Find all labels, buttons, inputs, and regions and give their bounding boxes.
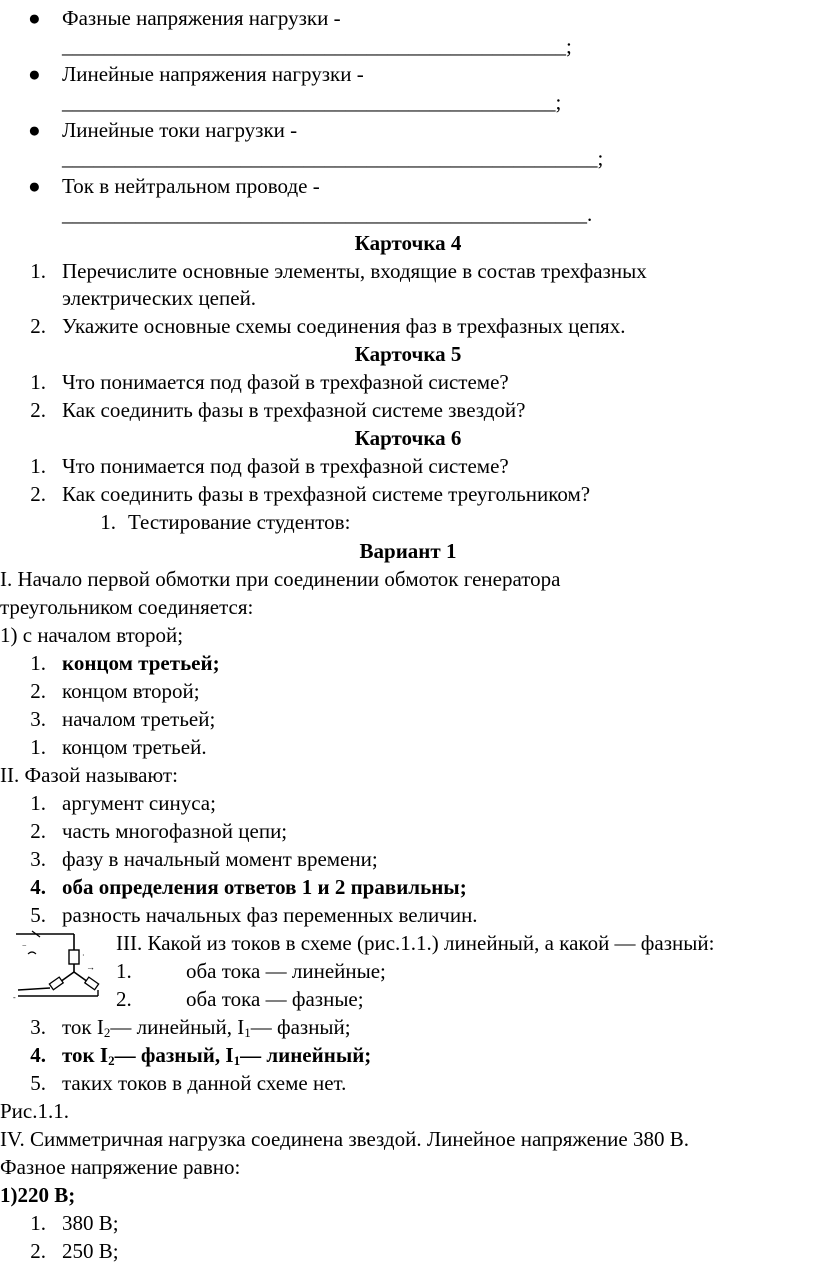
answer-option: таких токов в данной схеме нет. bbox=[62, 1071, 347, 1095]
bullet-text: Фазные напряжения нагрузки - bbox=[62, 6, 341, 30]
question-text: Перечислите основные элементы, входящие в состав трехфазных bbox=[62, 259, 647, 283]
answer-option: 1)220 В; bbox=[0, 1183, 76, 1207]
question-text: II. Фазой называют: bbox=[0, 763, 178, 787]
svg-text:−: − bbox=[22, 941, 27, 950]
question-text: IV. Симметричная нагрузка соединена звездой. Линейное напряжение 380 В. bbox=[0, 1127, 689, 1151]
list-number: 2. bbox=[30, 679, 46, 703]
answer-option: концом второй; bbox=[62, 679, 200, 703]
answer-blank: ________________________________________________; bbox=[62, 34, 572, 58]
bullet-icon: ● bbox=[28, 118, 41, 142]
bullet-text: Ток в нейтральном проводе - bbox=[62, 174, 320, 198]
bullet-text: Линейные токи нагрузки - bbox=[62, 118, 298, 142]
list-number: 4. bbox=[30, 1043, 46, 1067]
answer-option: концом третьей. bbox=[62, 735, 207, 759]
list-number: 2. bbox=[30, 482, 46, 506]
question-text: Что понимается под фазой в трехфазной системе? bbox=[62, 454, 509, 478]
list-number: 3. bbox=[30, 707, 46, 731]
list-number: 1. bbox=[30, 1211, 46, 1235]
list-number: 1. bbox=[30, 259, 46, 283]
answer-blank: _______________________________________________; bbox=[62, 90, 562, 114]
list-number: 2. bbox=[30, 398, 46, 422]
question-text: треугольником соединяется: bbox=[0, 595, 254, 619]
question-text: III. Какой из токов в схеме (рис.1.1.) линейный, а какой — фазный: bbox=[116, 931, 715, 955]
card-title: Карточка 4 bbox=[354, 231, 462, 255]
bullet-icon: ● bbox=[28, 62, 41, 86]
list-number: 4. bbox=[30, 875, 46, 899]
answer-option: разность начальных фаз переменных величин. bbox=[62, 903, 478, 927]
question-text: Как соединить фазы в трехфазной системе треугольником? bbox=[62, 482, 591, 506]
svg-text:→: → bbox=[86, 962, 95, 972]
list-number: 5. bbox=[30, 903, 46, 927]
card-title: Карточка 6 bbox=[354, 426, 462, 450]
question-text: Укажите основные схемы соединения фаз в трехфазных цепях. bbox=[62, 314, 626, 338]
list-number: 1. bbox=[30, 651, 46, 675]
list-number: 1. bbox=[30, 370, 46, 394]
question-text: Как соединить фазы в трехфазной системе звездой? bbox=[62, 398, 526, 422]
answer-option: оба тока — линейные; bbox=[186, 959, 386, 983]
list-number: 2. bbox=[30, 819, 46, 843]
answer-option: концом третьей; bbox=[62, 651, 220, 675]
list-number: 1. bbox=[116, 959, 132, 983]
list-number: 1. bbox=[30, 791, 46, 815]
answer-option: оба определения ответов 1 и 2 правильны; bbox=[62, 875, 467, 899]
answer-option: началом третьей; bbox=[62, 707, 216, 731]
list-number: 2. bbox=[30, 314, 46, 338]
list-number: 5. bbox=[30, 1071, 46, 1095]
answer-blank: ___________________________________________________; bbox=[62, 146, 604, 170]
bullet-text: Линейные напряжения нагрузки - bbox=[62, 62, 364, 86]
question-text: Что понимается под фазой в трехфазной системе? bbox=[62, 370, 509, 394]
answer-option: часть многофазной цепи; bbox=[62, 819, 288, 843]
list-number: 1. bbox=[30, 735, 46, 759]
answer-option: 1) с началом второй; bbox=[0, 623, 184, 647]
list-number: 3. bbox=[30, 847, 46, 871]
list-number: 1. bbox=[30, 454, 46, 478]
bullet-icon: ● bbox=[28, 174, 41, 198]
circuit-diagram bbox=[12, 930, 104, 1002]
answer-option: фазу в начальный момент времени; bbox=[62, 847, 378, 871]
question-text: I. Начало первой обмотки при соединении обмоток генератора bbox=[0, 567, 561, 591]
bullet-icon: ● bbox=[28, 6, 41, 30]
list-number: 2. bbox=[116, 987, 132, 1011]
answer-option: ток $I_2—$ линейный, $I_1—$ фазный; bbox=[62, 1015, 351, 1040]
svg-text:·: · bbox=[82, 951, 85, 960]
figure-caption: Рис.1.1. bbox=[0, 1099, 69, 1123]
card-title: Карточка 5 bbox=[354, 342, 462, 366]
list-number: 3. bbox=[30, 1015, 46, 1039]
answer-option: оба тока — фазные; bbox=[186, 987, 364, 1011]
answer-option: 380 В; bbox=[62, 1211, 119, 1235]
list-number: 2. bbox=[30, 1239, 46, 1263]
answer-option: аргумент синуса; bbox=[62, 791, 216, 815]
question-text: электрических цепей. bbox=[62, 286, 257, 310]
question-text: Фазное напряжение равно: bbox=[0, 1155, 241, 1179]
answer-option: 250 В; bbox=[62, 1239, 119, 1263]
variant-title: Вариант 1 bbox=[359, 539, 457, 563]
answer-option: ток $I_2—$ фазный, $I_1—$ линейный; bbox=[62, 1043, 372, 1068]
svg-text:-: - bbox=[13, 993, 16, 1002]
section-heading: Тестирование студентов: bbox=[128, 510, 351, 534]
list-number: 1. bbox=[100, 510, 116, 534]
answer-blank: __________________________________________________. bbox=[62, 202, 593, 226]
